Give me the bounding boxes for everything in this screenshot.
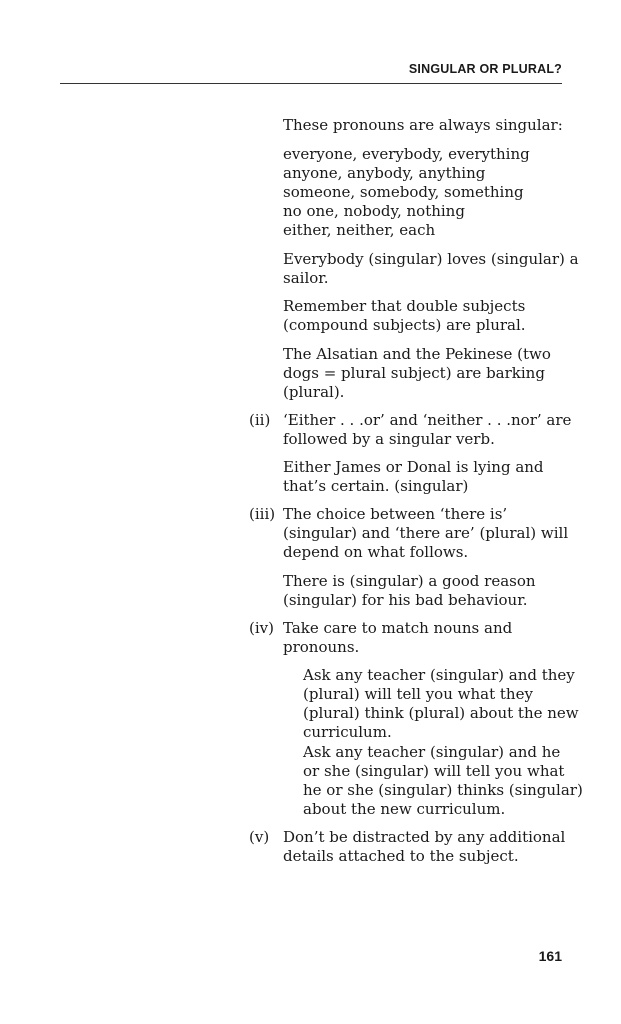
point-marker-iii: (iii) [249, 505, 276, 523]
point-ii-rule-line: ‘Either . . .or’ and ‘neither . . .nor’ are [283, 411, 572, 429]
point-iv-example-line: about the new curriculum. [303, 800, 506, 818]
point-ii-example-line: Either James or Donal is lying and [283, 458, 544, 476]
point-iv-example-line: or she (singular) will tell you what [303, 762, 565, 780]
header-rule [60, 83, 562, 84]
point-marker-v: (v) [249, 828, 270, 846]
point-iii-rule-line: (singular) and ‘there are’ (plural) will [283, 524, 569, 542]
point-marker-iv: (iv) [249, 619, 274, 637]
intro-example-line: sailor. [283, 269, 329, 287]
pronoun-line: everyone, everybody, everything [283, 145, 530, 163]
page-number: 161 [538, 948, 562, 964]
reminder-example-line: The Alsatian and the Pekinese (two [283, 345, 551, 363]
reminder-example-line: dogs = plural subject) are barking [283, 364, 545, 382]
point-iv-example-line: curriculum. [303, 723, 392, 741]
pronoun-line: either, neither, each [283, 221, 436, 239]
reminder-example-line: (plural). [283, 383, 345, 401]
point-iv-rule-line: Take care to match nouns and [283, 619, 513, 637]
point-iv-example-line: Ask any teacher (singular) and they [303, 666, 575, 684]
point-iii-example-line: (singular) for his bad behaviour. [283, 591, 528, 609]
running-head-title: SINGULAR OR PLURAL? [408, 62, 562, 76]
point-iii-rule-line: The choice between ‘there is’ [283, 505, 508, 523]
point-iv-example-line: (plural) think (plural) about the new [303, 704, 579, 722]
point-iii-rule-line: depend on what follows. [283, 543, 469, 561]
pronoun-line: anyone, anybody, anything [283, 164, 486, 182]
point-iv-example-line: Ask any teacher (singular) and he [303, 743, 561, 761]
point-iv-example-line: he or she (singular) thinks (singular) [303, 781, 583, 799]
pronoun-line: no one, nobody, nothing [283, 202, 465, 220]
reminder-line: Remember that double subjects [283, 297, 526, 315]
point-v-rule-line: Don’t be distracted by any additional [283, 828, 566, 846]
point-marker-ii: (ii) [249, 411, 271, 429]
point-v-rule-line: details attached to the subject. [283, 847, 519, 865]
point-iv-example-line: (plural) will tell you what they [303, 685, 533, 703]
intro-example-line: Everybody (singular) loves (singular) a [283, 250, 579, 268]
pronoun-line: someone, somebody, something [283, 183, 524, 201]
point-ii-example-line: that’s certain. (singular) [283, 477, 469, 495]
point-ii-rule-line: followed by a singular verb. [283, 430, 495, 448]
point-iv-rule-line: pronouns. [283, 638, 360, 656]
reminder-line: (compound subjects) are plural. [283, 316, 526, 334]
point-iii-example-line: There is (singular) a good reason [283, 572, 536, 590]
intro-statement: These pronouns are always singular: [283, 116, 563, 134]
